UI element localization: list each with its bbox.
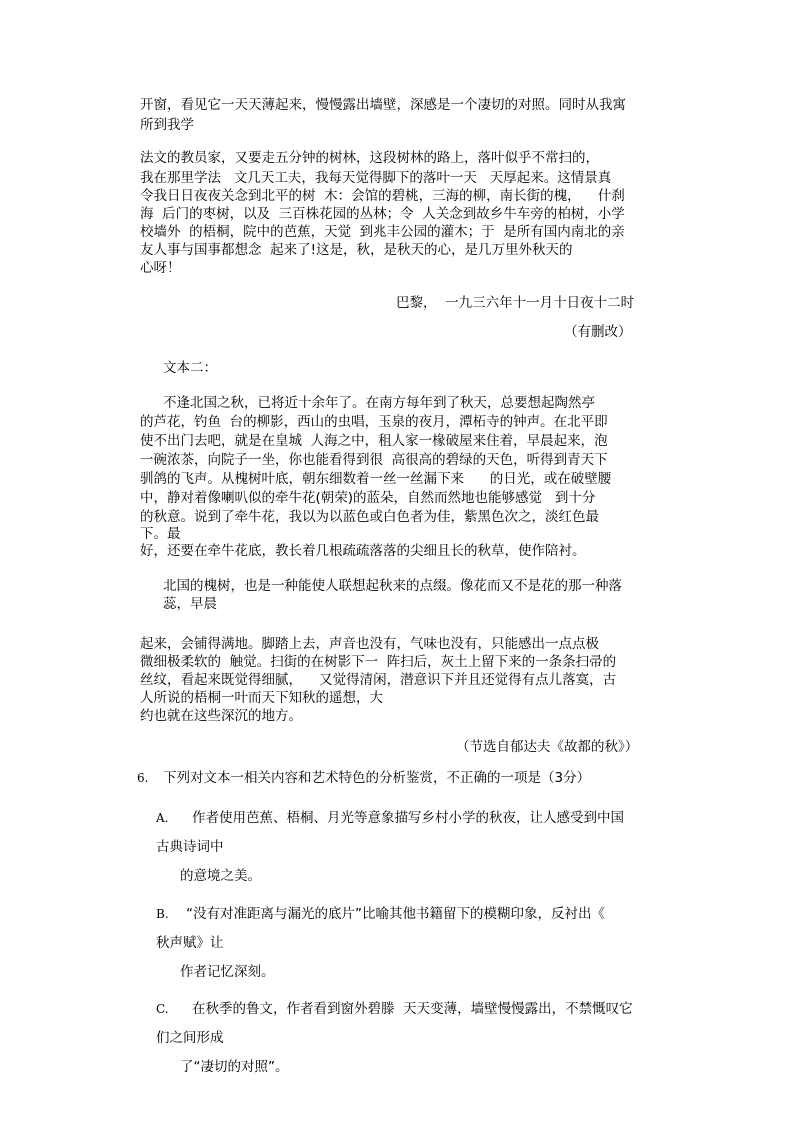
option-c-label[interactable]: C. [156,1002,169,1016]
section-heading: 文本二： [163,360,217,376]
text2-line: 中，静对着像喇叭似的牵牛花(朝荣)的蓝朵，自然而然地也能够感觉 到十分 [140,490,596,506]
text1-line: 海 后门的枣树，以及 三百株花园的丛林；令 人关念到故乡牛车旁的柏树，小学 [140,206,625,222]
option-b-label[interactable]: B. [156,907,169,921]
signature-date: 巴黎， 一九三六年十一月十日夜十二时 [396,295,635,311]
text2-line: 人所说的梧桐一叶而天下知秋的遥想，大 [140,690,383,706]
option-a-text: 古典诗词中 [156,839,224,855]
text2-line: 不逢北国之秋，已将近十余年了。在南方每年到了秋天，总要想起陶然亭 [163,395,595,411]
text2-line: 一碗浓茶，向院子一坐，你也能看得到很 高很高的碧绿的天色，听得到青天下 [140,452,608,468]
text2-line: 微细极柔软的 触觉。扫街的在树影下一 阵扫后，灰土上留下来的一条条扫帚的 [140,654,617,670]
text2-line: 北国的槐树，也是一种能使人联想起秋来的点缀。像花而又不是花的那一种落 [163,578,622,594]
text1-line: 开窗，看见它一天天薄起来，慢慢露出墙壁，深感是一个凄切的对照。同时从我寓 [140,97,626,113]
text2-line: 下。最 [140,526,181,542]
option-c-text: 了“凄切的对照”。 [180,1059,289,1075]
option-c-text: 们之间形成 [156,1030,224,1046]
text2-line: 好，还要在牵牛花底，教长着几根疏疏落落的尖细且长的秋草，使作陪衬。 [140,543,586,559]
text2-line: 使不出门去吧，就是在皇城 人海之中，租人家一椽破屋来住着，早晨起来，泡 [140,433,608,449]
text1-line: 令我日日夜夜关念到北平的树 木：会馆的碧桃，三海的柳，南长街的槐， 什刹 [140,188,625,204]
option-a-text: 作者使用芭蕉、梧桐、月光等意象描写乡村小学的秋夜，让人感受到中国 [192,810,624,826]
option-b-text: 作者记忆深刻。 [180,964,275,980]
text2-line: 驯鸽的飞声。从槐树叶底，朝东细数着一丝一丝漏下来 的日光，或在破壁腰 [140,471,612,487]
text1-line: 所到我学 [140,117,194,133]
option-a-text: 的意境之美。 [180,868,261,884]
text1-line: 法文的教员家，又要走五分钟的树林，这段树林的路上，落叶似乎不常扫的， [140,150,599,166]
option-b-text: 秋声赋》让 [156,935,224,951]
revision-note: （有删改） [564,324,632,340]
text1-line: 校墙外 的梧桐，院中的芭蕉，天觉 到兆丰公园的灌木；于 是所有国内南北的亲 [140,224,625,240]
question-stem: 下列对文本一相关内容和艺术特色的分析鉴赏，不正确的一项是（3分） [163,770,591,786]
option-a-label[interactable]: A. [156,811,169,825]
text2-line: 的秋意。说到了牵牛花，我以为以蓝色或白色者为佳，紫黑色次之，淡红色最 [140,509,599,525]
question-number: 6. [137,771,149,785]
text2-line: 约也就在这些深沉的地方。 [140,708,302,724]
option-b-text: “没有对准距离与漏光的底片”比喻其他书籍留下的模糊印象，反衬出《 [186,906,605,922]
text2-line: 的芦花，钓鱼 台的柳影，西山的虫唱，玉泉的夜月，潭柘寺的钟声。在北平即 [140,414,608,430]
text1-line: 友人事与国事都想念 起来了!这是，秋，是秋天的心，是几万里外秋天的 [140,242,573,258]
text1-line: 我在那里学法 文几天工夫，我每天觉得脚下的落叶一天 天厚起来。这情景真 [140,170,612,186]
option-c-text: 在秋季的鲁文，作者看到窗外碧滕 天天变薄，墙壁慢慢露出，不禁慨叹它 [192,1001,633,1017]
text2-line: 起来，会铺得满地。脚踏上去，声音也没有，气味也没有，只能感出一点点极 [140,636,599,652]
source-citation: （节选自郁达夫《故都的秋》） [456,739,639,755]
text2-line: 蕊，早晨 [163,596,217,612]
text2-line: 丝纹，看起来既觉得细腻， 又觉得清闲，潜意识下并且还觉得有点儿落寞，古 [140,672,617,688]
text1-line: 心呀！ [140,260,181,276]
